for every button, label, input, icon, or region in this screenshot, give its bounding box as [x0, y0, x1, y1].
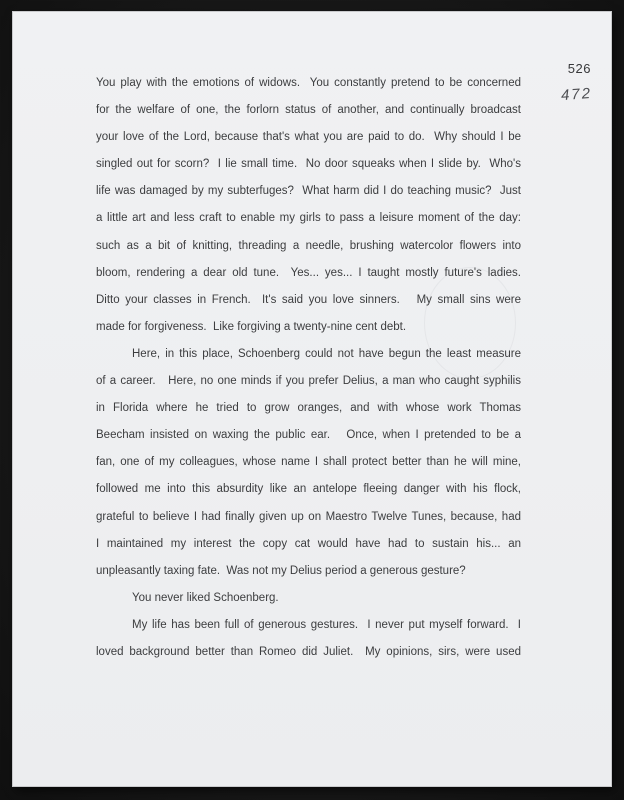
text-line: for the welfare of one, the forlorn status of another, and continually broadcast	[96, 104, 521, 117]
document-text	[96, 70, 521, 666]
text-line: fan, one of my colleagues, whose name I shall protect better than he will mine,	[96, 456, 521, 469]
text-line: loved background better than Romeo did Juliet. My opinions, sirs, were used	[96, 645, 521, 658]
text-line: You play with the emotions of widows. You constantly pretend to be concerned	[96, 77, 521, 89]
paragraph	[96, 341, 521, 585]
text-line: your love of the Lord, because that's what you are paid to do. Why should I be	[96, 131, 521, 144]
text-line: in Florida where he tried to grow oranges, and with whose work Thomas	[96, 402, 521, 415]
text-line: Beecham insisted on waxing the public ear. Once, when I pretended to be a	[96, 429, 521, 442]
text-line: life was damaged by my subterfuges? What harm did I do teaching music? Just	[96, 185, 521, 198]
text-line: followed me into this absurdity like an antelope fleeing danger with his flock,	[96, 483, 521, 496]
text-line: singled out for scorn? I lie small time. No door squeaks when I slide by. Who's	[96, 158, 521, 171]
handwritten-page-number: 472	[560, 84, 593, 105]
text-line: I maintained my interest the copy cat would have had to sustain his... an	[96, 537, 521, 550]
text-line: Here, in this place, Schoenberg could not have begun the least measure	[132, 347, 521, 360]
text-line: Ditto your classes in French. It's said you love sinners. My small sins were	[96, 293, 521, 306]
text-line: of a career. Here, no one minds if you prefer Delius, a man who caught syphilis	[96, 375, 521, 388]
printed-page-number: 526	[567, 61, 591, 76]
scanned-page	[13, 12, 611, 786]
text-line: unpleasantly taxing fate. Was not my Delius period a generous gesture?	[96, 564, 466, 577]
text-line: bloom, rendering a dear old tune. Yes... yes... I taught mostly future's ladies.	[96, 266, 521, 279]
text-line: a little art and less craft to enable my girls to pass a leisure moment of the day:	[96, 212, 521, 225]
paragraph	[96, 585, 521, 612]
text-line: My life has been full of generous gestures. I never put myself forward. I	[132, 618, 521, 631]
paragraph	[96, 70, 521, 341]
text-line: such as a bit of knitting, threading a needle, brushing watercolor flowers into	[96, 239, 521, 252]
text-line: You never liked Schoenberg.	[132, 591, 279, 604]
text-line: grateful to believe I had finally given up on Maestro Twelve Tunes, because, had	[96, 510, 521, 523]
text-line: made for forgiveness. Like forgiving a twenty-nine cent debt.	[96, 320, 407, 333]
paragraph	[96, 612, 521, 666]
